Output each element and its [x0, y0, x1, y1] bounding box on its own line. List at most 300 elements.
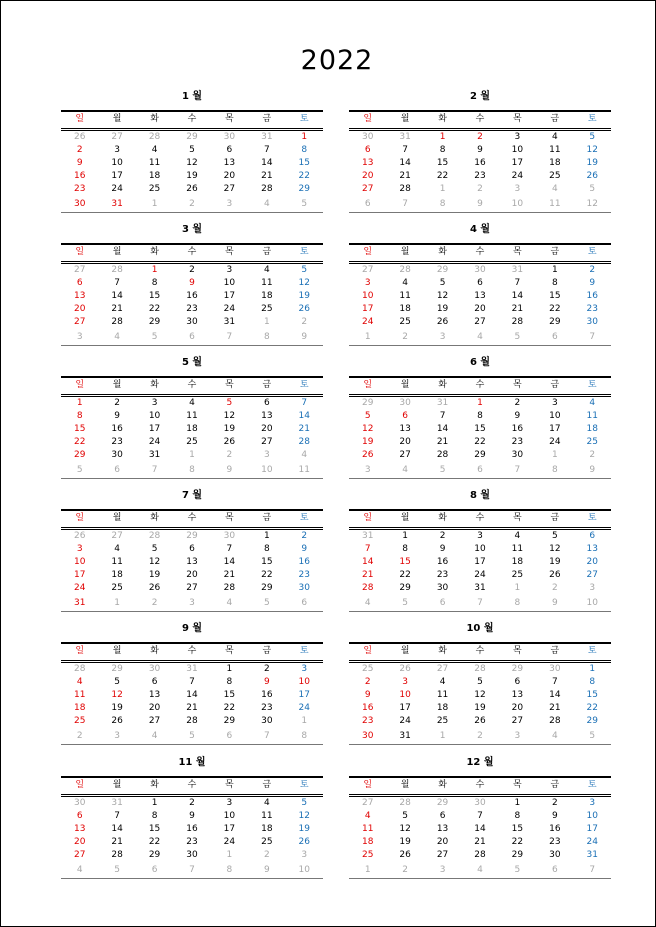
day-cell: 19: [361, 437, 374, 447]
day-cell: 6: [76, 278, 83, 288]
weekday-header: [61, 376, 323, 397]
weekday-label: 목: [513, 380, 522, 390]
day-cell: 6: [189, 544, 195, 554]
day-grid: [61, 264, 323, 346]
weekday-label: 수: [187, 646, 197, 656]
day-cell: 21: [361, 570, 374, 580]
day-cell: 11: [436, 690, 449, 700]
day-cell-outside-month: 31: [186, 664, 198, 674]
day-cell: 19: [436, 304, 449, 314]
day-cell: 21: [298, 424, 310, 434]
day-cell: 23: [73, 184, 86, 194]
day-cell: 3: [551, 398, 558, 408]
day-cell: 16: [298, 557, 310, 567]
week-row: [61, 303, 323, 316]
day-cell: 19: [223, 424, 236, 434]
day-cell: 9: [477, 145, 483, 155]
week-row: [349, 264, 611, 277]
day-cell: 11: [399, 291, 411, 301]
day-cell: 24: [223, 304, 236, 314]
day-cell-outside-month: 10: [298, 865, 310, 875]
month-block: [349, 356, 611, 479]
week-row: [349, 303, 611, 316]
day-cell-outside-month: 5: [514, 865, 521, 875]
day-cell: 14: [399, 158, 411, 168]
day-cell: 25: [73, 716, 86, 726]
week-row: [61, 715, 323, 728]
day-cell: 17: [73, 570, 86, 580]
month-title: 8 월: [469, 490, 491, 501]
weekday-label: 월: [400, 513, 410, 523]
day-cell-outside-month: 2: [151, 598, 158, 608]
weekday-label: 목: [513, 513, 522, 523]
day-cell-outside-month: 5: [402, 598, 408, 608]
weekday-label: 일: [75, 247, 85, 257]
day-cell: 27: [361, 184, 374, 194]
weekday-label: 목: [513, 247, 522, 257]
day-cell: 29: [474, 450, 486, 460]
day-cell: 10: [511, 145, 524, 155]
day-cell: 27: [73, 850, 86, 860]
day-cell: 18: [186, 424, 198, 434]
day-cell: 28: [111, 317, 123, 327]
day-cell: 11: [261, 278, 273, 288]
day-cell-outside-month: 31: [261, 132, 273, 142]
weekday-label: 일: [363, 114, 373, 124]
week-row: [349, 849, 611, 862]
day-cell: 7: [364, 544, 371, 554]
day-grid: [61, 663, 323, 745]
weekday-header: [349, 509, 611, 530]
day-cell: 31: [399, 731, 411, 741]
week-row: [61, 676, 323, 689]
day-cell-outside-month: 3: [439, 332, 446, 342]
day-cell-outside-month: 2: [477, 731, 483, 741]
weekday-label: 일: [75, 513, 85, 523]
day-cell-outside-month: 7: [226, 332, 233, 342]
day-cell: 19: [186, 171, 198, 181]
day-cell: 9: [364, 690, 371, 700]
day-cell: 25: [511, 570, 524, 580]
day-cell: 22: [511, 837, 524, 847]
day-cell: 17: [586, 824, 598, 834]
day-cell: 31: [148, 450, 161, 460]
day-cell: 28: [399, 184, 411, 194]
day-cell-outside-month: 30: [73, 798, 86, 808]
day-cell: 15: [73, 424, 86, 434]
week-row: [61, 131, 323, 144]
day-cell: 8: [151, 278, 158, 288]
weekday-label: 월: [112, 646, 122, 656]
day-cell-outside-month: 28: [148, 132, 161, 142]
day-cell-outside-month: 1: [439, 184, 446, 194]
day-cell: 14: [223, 557, 236, 567]
day-cell: 22: [474, 437, 486, 447]
weekday-label: 금: [550, 513, 560, 523]
day-cell: 13: [361, 158, 374, 168]
weekday-label: 수: [187, 114, 197, 124]
day-cell: 7: [402, 145, 408, 155]
day-cell: 26: [148, 583, 161, 593]
day-cell: 1: [76, 398, 83, 408]
day-cell: 18: [261, 291, 273, 301]
day-cell: 23: [586, 304, 598, 314]
day-cell: 27: [186, 583, 198, 593]
weekday-header: [61, 110, 323, 131]
weekday-label: 수: [475, 646, 485, 656]
day-cell-outside-month: 28: [73, 664, 86, 674]
month-title: 1 월: [181, 91, 203, 102]
day-cell: 21: [549, 703, 561, 713]
day-cell: 25: [399, 317, 411, 327]
day-cell: 8: [226, 677, 233, 687]
weekday-label: 금: [262, 114, 272, 124]
day-cell: 13: [223, 158, 236, 168]
day-cell: 12: [298, 278, 310, 288]
week-row: [61, 462, 323, 478]
day-cell: 18: [511, 557, 524, 567]
day-cell: 15: [549, 291, 561, 301]
day-cell: 14: [111, 291, 123, 301]
day-cell: 2: [301, 531, 308, 541]
day-cell: 16: [474, 158, 486, 168]
day-cell: 29: [148, 317, 161, 327]
day-cell: 8: [477, 411, 483, 421]
day-cell-outside-month: 4: [364, 598, 371, 608]
day-cell: 6: [439, 811, 446, 821]
day-cell-outside-month: 2: [551, 583, 558, 593]
day-cell: 19: [586, 158, 598, 168]
day-cell-outside-month: 4: [263, 199, 270, 209]
day-cell: 15: [436, 158, 449, 168]
week-row: [61, 423, 323, 436]
day-cell: 1: [151, 798, 158, 808]
day-cell: 23: [361, 716, 374, 726]
month-block: [61, 356, 323, 479]
day-cell-outside-month: 30: [549, 664, 561, 674]
day-cell: 8: [589, 677, 596, 687]
weekday-header: [349, 110, 611, 131]
day-cell-outside-month: 26: [73, 531, 86, 541]
day-cell-outside-month: 9: [226, 465, 233, 475]
day-cell: 19: [474, 703, 486, 713]
day-cell: 5: [301, 265, 308, 275]
month-block: [61, 622, 323, 745]
month-title: 6 월: [469, 357, 491, 368]
day-cell: 27: [511, 716, 524, 726]
month-block: [349, 489, 611, 612]
week-row: [61, 569, 323, 582]
day-cell: 25: [111, 583, 123, 593]
day-cell: 9: [301, 544, 308, 554]
day-cell-outside-month: 28: [399, 265, 411, 275]
day-cell-outside-month: 31: [436, 398, 449, 408]
day-cell: 8: [151, 811, 158, 821]
day-cell-outside-month: 31: [361, 531, 374, 541]
weekday-label: 목: [225, 646, 234, 656]
day-cell: 26: [223, 437, 236, 447]
week-row: [349, 397, 611, 410]
day-cell: 24: [111, 184, 123, 194]
week-row: [349, 157, 611, 170]
day-cell: 15: [298, 158, 310, 168]
day-cell: 24: [73, 583, 86, 593]
day-cell: 20: [73, 304, 86, 314]
day-cell: 28: [474, 850, 486, 860]
day-cell-outside-month: 8: [301, 731, 308, 741]
week-row: [61, 797, 323, 810]
week-row: [349, 556, 611, 569]
day-cell-outside-month: 3: [226, 199, 233, 209]
weekday-label: 목: [513, 114, 522, 124]
day-grid: [349, 530, 611, 612]
day-cell-outside-month: 29: [361, 398, 374, 408]
day-cell-outside-month: 7: [589, 332, 596, 342]
day-cell: 23: [261, 703, 273, 713]
day-cell: 4: [76, 677, 83, 687]
day-cell: 26: [298, 304, 310, 314]
weekday-label: 금: [550, 114, 560, 124]
day-cell: 1: [402, 531, 408, 541]
day-cell: 4: [402, 278, 408, 288]
day-cell: 3: [477, 531, 483, 541]
day-cell: 9: [551, 811, 558, 821]
day-cell: 27: [261, 437, 273, 447]
day-cell: 4: [151, 145, 158, 155]
week-row: [349, 595, 611, 611]
day-cell: 11: [549, 145, 561, 155]
day-cell-outside-month: 27: [73, 265, 86, 275]
week-row: [349, 183, 611, 196]
week-row: [61, 663, 323, 676]
day-cell: 28: [111, 850, 123, 860]
day-cell: 16: [361, 703, 374, 713]
day-cell: 2: [589, 265, 596, 275]
day-cell: 14: [436, 424, 449, 434]
week-row: [61, 157, 323, 170]
day-cell-outside-month: 29: [186, 531, 198, 541]
month-block: [61, 223, 323, 346]
weekday-label: 금: [262, 380, 272, 390]
day-cell-outside-month: 1: [301, 716, 308, 726]
week-row: [61, 689, 323, 702]
day-cell: 11: [111, 557, 123, 567]
day-cell: 11: [586, 411, 598, 421]
day-cell: 20: [186, 570, 198, 580]
day-cell-outside-month: 4: [226, 598, 233, 608]
weekday-label: 수: [475, 513, 485, 523]
weekday-label: 화: [438, 646, 447, 656]
day-cell: 8: [301, 145, 308, 155]
weekday-label: 토: [587, 380, 597, 390]
day-cell: 7: [439, 411, 446, 421]
month-title: 7 월: [181, 490, 203, 501]
weekday-label: 목: [225, 513, 234, 523]
day-cell-outside-month: 10: [511, 199, 524, 209]
week-row: [349, 277, 611, 290]
day-cell: 24: [511, 171, 524, 181]
day-cell-outside-month: 30: [361, 132, 374, 142]
day-cell: 20: [399, 437, 411, 447]
day-cell: 13: [399, 424, 411, 434]
weekday-label: 금: [262, 513, 272, 523]
day-cell: 18: [436, 703, 449, 713]
day-cell-outside-month: 7: [589, 865, 596, 875]
day-cell: 15: [148, 291, 161, 301]
week-row: [61, 170, 323, 183]
day-cell: 24: [586, 837, 598, 847]
day-cell: 23: [511, 437, 524, 447]
weekday-label: 일: [363, 380, 373, 390]
day-cell-outside-month: 7: [477, 598, 483, 608]
weekday-label: 월: [400, 380, 410, 390]
day-cell: 21: [186, 703, 198, 713]
day-cell: 2: [514, 398, 521, 408]
day-cell-outside-month: 25: [361, 664, 374, 674]
day-cell: 23: [474, 171, 486, 181]
weekday-label: 토: [587, 646, 597, 656]
day-cell-outside-month: 4: [551, 731, 558, 741]
day-cell: 18: [111, 570, 123, 580]
day-cell: 22: [549, 304, 561, 314]
day-cell-outside-month: 31: [399, 132, 411, 142]
day-cell: 30: [186, 317, 198, 327]
week-row: [349, 823, 611, 836]
day-cell-outside-month: 31: [111, 798, 123, 808]
day-cell: 10: [73, 557, 86, 567]
week-row: [349, 410, 611, 423]
weekday-label: 월: [112, 380, 122, 390]
day-cell: 22: [298, 171, 310, 181]
day-cell: 12: [186, 158, 198, 168]
day-cell: 30: [186, 850, 198, 860]
day-cell: 22: [586, 703, 598, 713]
week-row: [349, 676, 611, 689]
weekday-label: 화: [150, 114, 159, 124]
day-cell: 6: [514, 677, 521, 687]
weekday-label: 토: [299, 380, 309, 390]
day-cell: 8: [514, 811, 521, 821]
day-cell-outside-month: 9: [589, 465, 596, 475]
day-cell-outside-month: 8: [551, 465, 558, 475]
week-row: [61, 556, 323, 569]
day-cell-outside-month: 29: [186, 132, 198, 142]
weekday-label: 화: [150, 247, 159, 257]
day-cell: 15: [223, 690, 236, 700]
day-cell: 7: [477, 811, 483, 821]
day-cell: 19: [549, 557, 561, 567]
weekday-label: 일: [75, 114, 85, 124]
week-row: [61, 530, 323, 543]
day-cell-outside-month: 29: [511, 664, 524, 674]
month-title: 9 월: [181, 623, 203, 634]
day-cell: 6: [364, 145, 371, 155]
day-cell-outside-month: 27: [111, 531, 123, 541]
day-cell: 4: [114, 544, 120, 554]
day-cell: 25: [549, 171, 561, 181]
day-grid: [61, 397, 323, 479]
day-cell: 12: [111, 690, 123, 700]
weekday-label: 금: [262, 780, 272, 790]
day-grid: [61, 797, 323, 879]
day-cell: 26: [474, 716, 486, 726]
day-cell-outside-month: 8: [189, 465, 195, 475]
week-row: [349, 530, 611, 543]
day-cell: 10: [148, 411, 161, 421]
weekday-label: 일: [363, 646, 373, 656]
weekday-label: 일: [75, 646, 85, 656]
day-cell: 18: [361, 837, 374, 847]
week-row: [61, 810, 323, 823]
weekday-label: 월: [400, 646, 410, 656]
day-cell-outside-month: 30: [399, 398, 411, 408]
day-cell: 3: [589, 798, 596, 808]
day-cell: 14: [298, 411, 310, 421]
weekday-label: 금: [550, 646, 560, 656]
day-cell: 5: [364, 411, 371, 421]
day-cell-outside-month: 1: [263, 317, 270, 327]
day-cell: 23: [111, 437, 123, 447]
day-cell: 6: [402, 411, 408, 421]
weekday-label: 화: [150, 780, 159, 790]
weekday-header: [61, 509, 323, 530]
day-cell-outside-month: 30: [223, 531, 236, 541]
day-cell-outside-month: 30: [474, 265, 486, 275]
weekday-label: 목: [225, 380, 234, 390]
weekday-label: 월: [112, 247, 122, 257]
day-cell: 17: [361, 304, 374, 314]
weekday-label: 수: [187, 513, 197, 523]
day-cell-outside-month: 3: [114, 731, 120, 741]
day-cell: 27: [586, 570, 598, 580]
day-cell: 14: [261, 158, 273, 168]
day-cell: 23: [549, 837, 561, 847]
day-cell: 1: [514, 798, 521, 808]
weekday-label: 토: [587, 114, 597, 124]
day-cell: 26: [361, 450, 374, 460]
day-cell-outside-month: 28: [474, 664, 486, 674]
month-block: [61, 756, 323, 879]
month-title: 11 월: [178, 757, 206, 768]
day-cell: 27: [399, 450, 411, 460]
day-cell: 1: [151, 265, 158, 275]
day-cell-outside-month: 4: [477, 332, 483, 342]
day-cell: 16: [186, 291, 198, 301]
day-cell-outside-month: 27: [111, 132, 123, 142]
day-cell-outside-month: 26: [73, 132, 86, 142]
day-cell-outside-month: 6: [151, 865, 158, 875]
weekday-label: 금: [550, 380, 560, 390]
day-cell-outside-month: 8: [263, 332, 270, 342]
weekday-label: 목: [513, 780, 522, 790]
day-cell: 12: [586, 145, 598, 155]
weekday-label: 월: [112, 780, 122, 790]
day-cell: 13: [73, 291, 86, 301]
day-cell: 14: [111, 824, 123, 834]
day-cell: 3: [226, 265, 233, 275]
day-cell: 30: [586, 317, 598, 327]
day-cell: 21: [223, 570, 236, 580]
week-row: [61, 183, 323, 196]
day-cell: 23: [298, 570, 310, 580]
day-cell: 18: [399, 304, 411, 314]
day-cell: 15: [261, 557, 273, 567]
week-row: [349, 449, 611, 462]
day-cell: 16: [73, 171, 86, 181]
weekday-label: 일: [363, 780, 373, 790]
day-cell-outside-month: 6: [439, 598, 446, 608]
week-row: [349, 329, 611, 345]
